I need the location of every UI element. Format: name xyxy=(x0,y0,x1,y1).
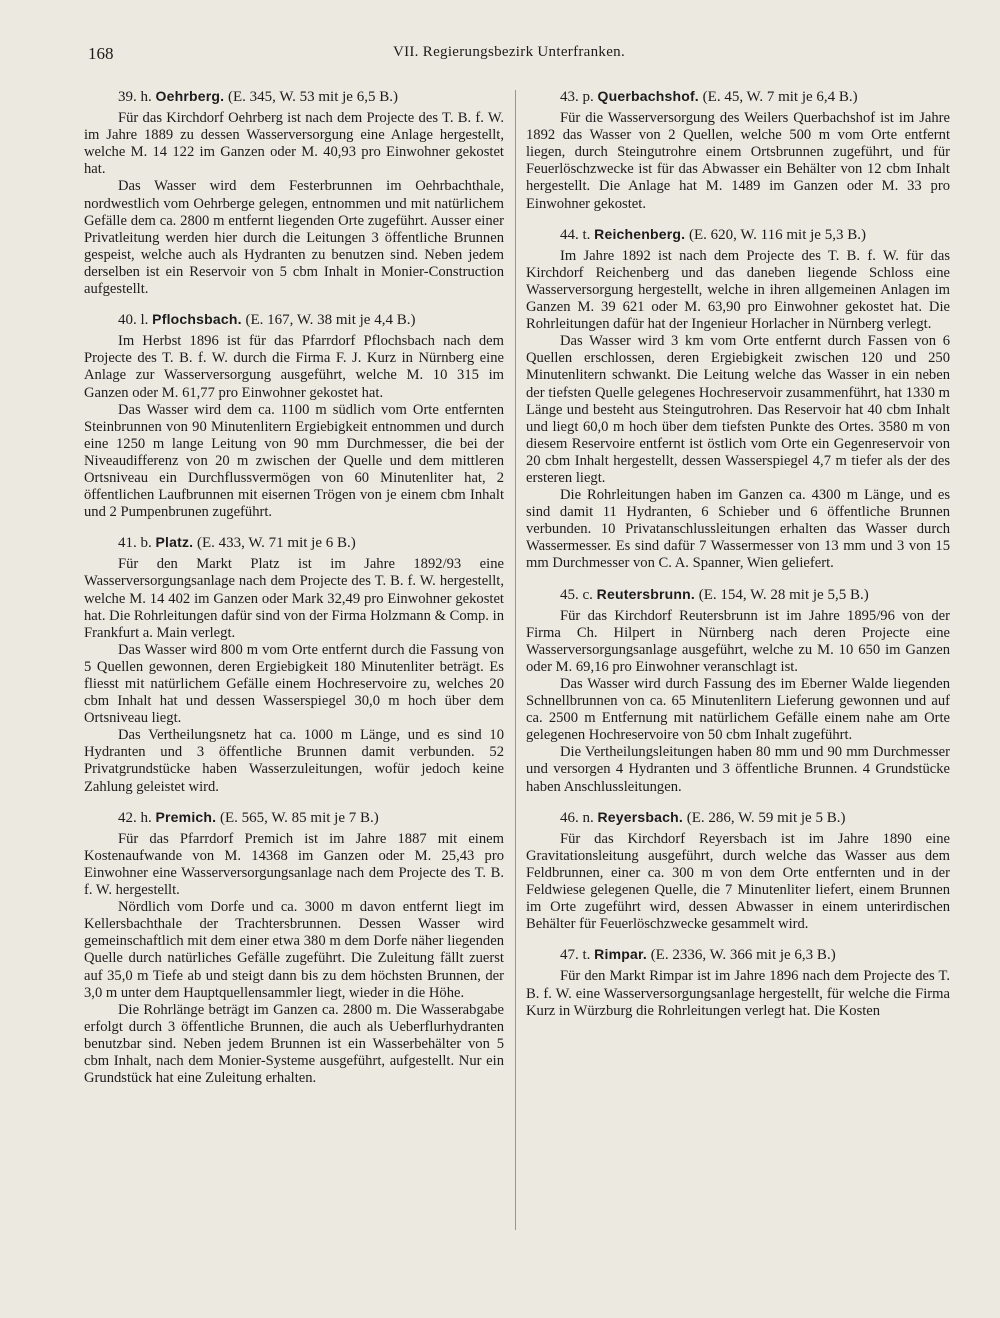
entry-paragraph: Das Wasser wird dem Festerbrunnen im Oehrbachthale, nordwestlich vom Oehrberge gelegen, entnommen und mit natürlichem Gefälle dem ca. 2800 m entfernt liegenden Orte zugeführt. Ausser einer Privatleitung werden hier durch die Leitungen 3 öffentliche Brunnen gespeist, welche auch als Hydranten zu benutzen sind. Neben jedem derselben ist ein Reservoir von 5 cbm Inhalt in Monier-Construction aufgestellt. xyxy=(84,178,504,298)
entry-heading xyxy=(526,88,950,106)
entry-paragraph: Das Wasser wird dem ca. 1100 m südlich vom Orte entfernten Steinbrunnen von 90 Minutenlitern Ergiebigkeit entnommen und durch eine 1250 m lange Leitung von 90 mm Durchmesser, die bei der Niveaudifferenz von 20 m zwischen der Quelle und dem mittleren Ortsniveau ein Durchflussvermögen von 60 Minutenliter hat, 2 öffentlichen Laufbrunnen mit eisernen Trögen von je einem cbm Inhalt und 2 Pumpenbrunen zugeführt. xyxy=(84,401,504,521)
entry-paragraph: Für den Markt Platz ist im Jahre 1892/93 eine Wasserversorgungsanlage nach dem Projecte des T. B. f. W. hergestellt, welche M. 14 402 im Ganzen oder Mark 32,49 pro Einwohner gekostet hat. Die Rohrleitungen dafür sind von der Firma Holzmann & Comp. in Frankfurt a. Main verlegt. xyxy=(84,556,504,641)
entry-paragraph: Das Wasser wird 800 m vom Orte entfernt durch die Fassung von 5 Quellen gewonnen, deren Ergiebigkeit 180 Minutenliter beträgt. Es fliesst mit natürlichem Gefälle einem Hochreservoire zu, welches 20 cbm Inhalt hat und dessen Wasserspiegel 30,0 m hoch über dem Ortsniveau liegt. xyxy=(84,641,504,727)
entry-paragraph: Das Vertheilungsnetz hat ca. 1000 m Länge, und es sind 10 Hydranten und 3 öffentliche Brunnen damit verbunden. 52 Privatgrundstücke haben Wasserzuleitungen, wofür jedoch keine Zahlung geleistet wird. xyxy=(84,727,504,795)
entry-paragraph: Nördlich vom Dorfe und ca. 3000 m davon entfernt liegt im Kellersbachthale der Trachtersbrunnen. Dessen Wasser wird gemeinschaftlich mit dem einer etwa 380 m dem Dorfe näher liegenden Quelle durch natürliches Gefälle zugeführt. Die Zuleitung fällt zuerst auf 35,0 m Tiefe ab und steigt dann bis zu dem höchsten Brunnen, der 3,0 m unter dem Hauptquellensammler liegt, wieder in die Höhe. xyxy=(84,899,504,1001)
entry-number: 45. c. xyxy=(560,586,593,603)
running-title: VII. Regierungsbezirk Unterfranken. xyxy=(392,44,626,60)
entry-paragraph: Für das Pfarrdorf Premich ist im Jahre 1887 mit einem Kostenaufwande von M. 14368 im Ganzen oder M. 25,43 pro Einwohner eine Wasserversorgungsanlage nach dem Projecte des T. B. f. W. hergestellt. xyxy=(84,830,504,899)
entry-number: 47. t. xyxy=(560,947,591,964)
entry-place-name: Oehrberg. xyxy=(155,88,225,104)
column-divider xyxy=(515,90,516,1230)
entry-statistics: (E. 286, W. 59 mit je 5 B.) xyxy=(686,809,846,826)
entry-heading xyxy=(84,809,504,827)
entry-place-name: Reyersbach. xyxy=(597,808,683,825)
entry-heading xyxy=(84,88,504,106)
entry-number: 43. p. xyxy=(560,89,594,105)
entry-statistics: (E. 345, W. 53 mit je 6,5 B.) xyxy=(227,89,398,105)
entry-statistics: (E. 167, W. 38 mit je 4,4 B.) xyxy=(245,312,416,329)
left-column xyxy=(84,88,504,1100)
entry-number: 41. b. xyxy=(118,535,152,552)
entry-paragraph: Im Jahre 1892 ist nach dem Projecte des T. B. f. W. für das Kirchdorf Reichenberg und das daneben liegende Schloss eine Wasserversorgung hergestellt, welche in ihren allgemeinen Anlagen im Ganzen M. 39 621 oder M. 63,90 pro Einwohner gekostet hat. Die Rohrleitungen dafür hat der Ingenieur Horlacher in Nürnberg verlegt. xyxy=(526,247,950,333)
page-number: 168 xyxy=(88,44,114,63)
entry-premich xyxy=(84,809,504,1088)
entry-place-name: Premich. xyxy=(155,808,217,825)
entry-number: 39. h. xyxy=(118,89,152,105)
entry-paragraph: Das Wasser wird durch Fassung des im Eberner Walde liegenden Schnellbrunnen von ca. 65 Minutenlitern Lieferung gewonnen und auf ca. 2500 m Entfernung mit natürlichem Gefälle einem nahe am Orte gelegenen Hochreservoire von 50 cbm Inhalt zugeführt. xyxy=(526,676,950,744)
entry-paragraph: Die Rohrlänge beträgt im Ganzen ca. 2800 m. Die Wasserabgabe erfolgt durch 3 öffentliche Brunnen, die auch als Ueberflurhydranten benutzbar sind. Neben jedem Brunnen ist ein Wasserbehälter von 5 cbm Inhalt, nach dem Monier-Systeme ausgeführt, aufgestellt. Nur ein Grundstück hat eine Zuleitung erhalten. xyxy=(84,1001,504,1087)
entry-place-name: Querbachshof. xyxy=(597,88,699,104)
entry-statistics: (E. 154, W. 28 mit je 5,5 B.) xyxy=(698,586,869,603)
entry-statistics: (E. 433, W. 71 mit je 6 B.) xyxy=(197,535,356,552)
entry-statistics: (E. 620, W. 116 mit je 5,3 B.) xyxy=(689,226,866,243)
entry-place-name: Reutersbrunn. xyxy=(596,585,695,602)
entry-paragraph: Für das Kirchdorf Reutersbrunn ist im Jahre 1895/96 von der Firma Ch. Hilpert in Nürnberg nach deren Projecte eine Wasserversorgungsanlage ausgeführt, welche zu M. 10 650 im Ganzen oder M. 69,16 pro Einwohner veranschlagt ist. xyxy=(526,607,950,675)
entry-oehrberg xyxy=(84,88,504,298)
entry-heading xyxy=(526,946,950,964)
page-header xyxy=(88,44,930,70)
entry-heading xyxy=(526,586,950,604)
entry-number: 40. l. xyxy=(118,312,149,329)
entry-number: 42. h. xyxy=(118,809,152,826)
entry-paragraph: Im Herbst 1896 ist für das Pfarrdorf Pflochsbach nach dem Projecte des T. B. f. W. durch die Firma F. J. Kurz in Nürnberg eine Anlage zur Wasserversorgung ausgeführt, welche M. 10 315 im Ganzen oder M. 61,77 pro Einwohner gekostet hat. xyxy=(84,333,504,401)
entry-place-name: Platz. xyxy=(155,534,194,551)
entry-place-name: Rimpar. xyxy=(594,946,647,963)
entry-heading xyxy=(526,226,950,244)
entry-heading xyxy=(526,809,950,827)
entry-platz xyxy=(84,534,504,795)
entry-paragraph: Für die Wasserversorgung des Weilers Querbachshof ist im Jahre 1892 das Wasser von 2 Quellen, welche 500 m vom Orte entfernt liegen, durch Steingutrohre einem Ortsbrunnen zugeführt, und für Feuerlöschzwecke ist für das Abwasser ein Behälter von 12 cbm Inhalt hergestellt. Die Anlage hat M. 1489 im Ganzen oder M. 33 pro Einwohner gekostet. xyxy=(526,110,950,212)
entry-reutersbrunn xyxy=(526,586,950,796)
entry-paragraph: Für das Kirchdorf Reyersbach ist im Jahre 1890 eine Gravitationsleitung ausgeführt, durch welche das Wasser aus dem Feldbrunnen, einer ca. 300 m von dem Orte entfernten und in der Feldwiese gelegenen Quelle, die 7 Minutenliter liefert, einem Brunnen im Orte zugeführt wird, dessen Abwasser in einem unterirdischen Behälter für Feuerlöschzwecke gesammelt wird. xyxy=(526,830,950,933)
entry-place-name: Pflochsbach. xyxy=(152,311,242,328)
right-column xyxy=(526,88,950,1033)
entry-place-name: Reichenberg. xyxy=(594,225,686,242)
entry-querbachshof xyxy=(526,88,950,213)
entry-paragraph: Die Rohrleitungen haben im Ganzen ca. 4300 m Länge, und es sind damit 11 Hydranten, 6 Schieber und 6 öffentliche Brunnen verbunden. 10 Privatanschlussleitungen erhalten das Wasser durch Wassermesser. Es sind dafür 7 Wassermesser von 13 mm und 3 von 15 mm Durchmesser von C. A. Spanner, Wien geliefert. xyxy=(526,487,950,572)
entry-paragraph: Das Wasser wird 3 km vom Orte entfernt durch Fassen von 6 Quellen erschlossen, deren Ergiebigkeit zwischen 120 und 250 Minutenlitern schwankt. Die Leitung welche das Wasser in ein neben der tiefsten Quelle gelegenes Hochreservoir zusammenführt, hat 1330 m Länge und besteht aus Steingutrohren. Das Reservoir hat 40 cbm Inhalt und liegt 60,0 m hoch über dem tiefsten Punkte des Ortes. 3580 m von diesem Reservoire entfernt ist östlich vom Orte ein Gegenreservoir von 20 cbm Inhalt hergestellt, dessen Wasserspiegel 4,7 m tiefer als der des ersteren liegt. xyxy=(526,333,950,486)
entry-pflochsbach xyxy=(84,311,504,521)
entry-statistics: (E. 565, W. 85 mit je 7 B.) xyxy=(220,809,379,826)
entry-number: 46. n. xyxy=(560,809,594,826)
entry-heading xyxy=(84,311,504,329)
entry-reyersbach xyxy=(526,809,950,934)
entry-rimpar xyxy=(526,946,950,1019)
entry-paragraph: Für den Markt Rimpar ist im Jahre 1896 nach dem Projecte des T. B. f. W. eine Wasserversorgungsanlage hergestellt, für welche die Firma Kurz in Würzburg die Rohrleitungen verlegt hat. Die Kosten xyxy=(526,968,950,1019)
entry-paragraph: Für das Kirchdorf Oehrberg ist nach dem Projecte des T. B. f. W. im Jahre 1889 zu dessen Wasserversorgung eine Anlage hergestellt, welche M. 14 122 im Ganzen oder M. 40,93 pro Einwohner gekostet hat. xyxy=(84,110,504,178)
entry-number: 44. t. xyxy=(560,226,591,243)
entry-statistics: (E. 2336, W. 366 mit je 6,3 B.) xyxy=(650,947,836,964)
entry-reichenberg xyxy=(526,226,950,573)
entry-statistics: (E. 45, W. 7 mit je 6,4 B.) xyxy=(702,89,858,105)
entry-heading xyxy=(84,534,504,552)
entry-paragraph: Die Vertheilungsleitungen haben 80 mm und 90 mm Durchmesser und versorgen 4 Hydranten und 3 öffentliche Brunnen. 4 Grundstücke haben Anschlussleitungen. xyxy=(526,744,950,795)
